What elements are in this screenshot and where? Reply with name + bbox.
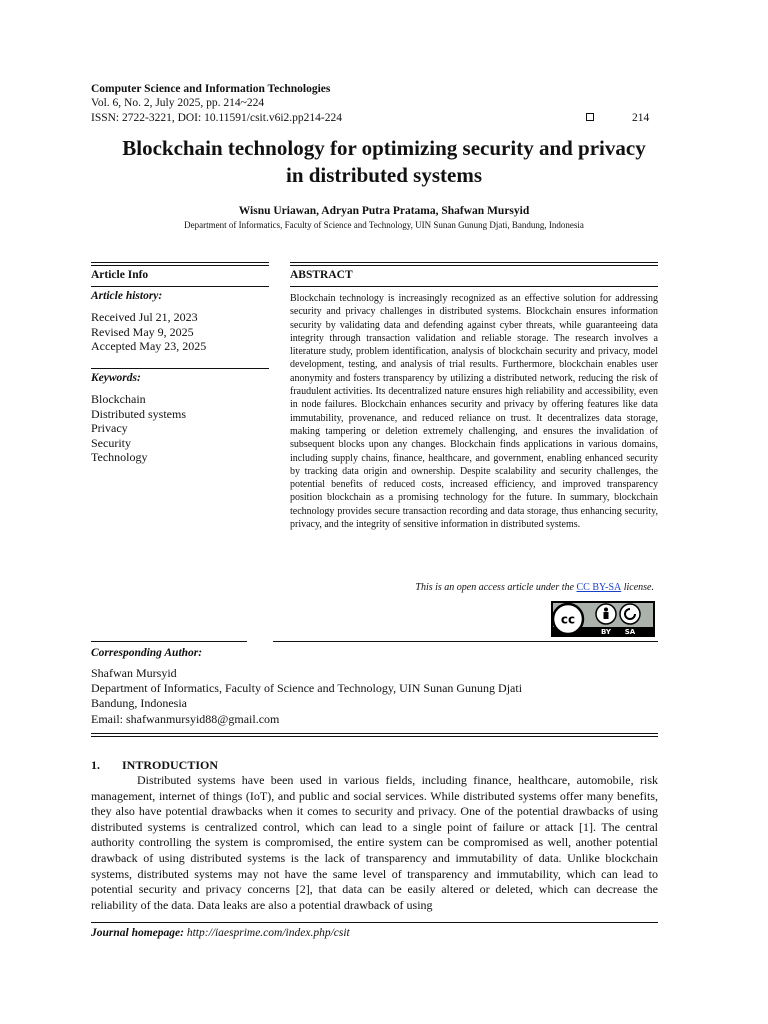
intro-number: 1. <box>91 758 100 772</box>
rule-bottom-info <box>91 733 658 737</box>
volume-line: Vol. 6, No. 2, July 2025, pp. 214~224 <box>91 97 265 109</box>
license-line <box>290 582 654 593</box>
keyword-item: Blockchain <box>91 392 146 406</box>
abstract-heading: ABSTRACT <box>290 269 353 281</box>
cc-by-sa-badge[interactable] <box>551 601 655 637</box>
sa-label: SA <box>624 628 636 636</box>
keywords-heading: Keywords: <box>91 372 141 384</box>
history-list <box>91 310 206 354</box>
intro-heading <box>91 758 218 773</box>
rule-left-top <box>91 262 269 266</box>
license-prefix: This is an open access article under the <box>415 582 574 593</box>
rule-info <box>91 286 269 287</box>
square-icon <box>586 113 594 121</box>
history-accepted: Accepted May 23, 2025 <box>91 339 207 354</box>
keyword-item: Technology <box>91 450 148 465</box>
abstract-text <box>290 292 658 531</box>
corresponding-city: Bandung, Indonesia <box>91 696 187 711</box>
corresponding-heading: Corresponding Author: <box>91 647 203 659</box>
title-line-2: in distributed systems <box>285 163 483 187</box>
rule-footer <box>91 922 658 923</box>
cc-badge-graphic <box>551 601 655 637</box>
license-link[interactable]: CC BY-SA <box>576 582 622 593</box>
by-label: BY <box>600 628 612 636</box>
sa-icon <box>620 604 640 624</box>
corresponding-name: Shafwan Mursyid <box>91 666 177 680</box>
keywords-list <box>91 392 186 465</box>
corresponding-dept: Department of Informatics, Faculty of Science and Technology, UIN Sunan Gunung Djati <box>91 681 523 696</box>
history-revised: Revised May 9, 2025 <box>91 324 194 339</box>
license-suffix: license. <box>623 582 654 593</box>
title-line-1: Blockchain technology for optimizing security and privacy <box>122 136 646 160</box>
journal-name: Computer Science and Information Technologies <box>91 83 331 95</box>
paper-title <box>60 135 708 189</box>
issn-line: ISSN: 2722-3221, DOI: 10.11591/csit.v6i2.pp214-224 <box>91 112 342 124</box>
homepage-label: Journal homepage: <box>91 927 184 939</box>
corresponding-email: Email: shafwanmursyid88@gmail.com <box>91 711 280 726</box>
intro-body <box>91 773 658 913</box>
rule-abstract <box>290 286 658 287</box>
keyword-item: Privacy <box>91 421 128 436</box>
history-received: Received Jul 21, 2023 <box>91 310 198 324</box>
affiliation: Department of Informatics, Faculty of Science and Technology, UIN Sunan Gunung Djati, Bandung, Indonesia <box>184 220 584 230</box>
keyword-item: Security <box>91 435 131 450</box>
article-info-heading: Article Info <box>91 269 149 281</box>
cc-icon-text: cc <box>560 612 576 627</box>
keyword-item: Distributed systems <box>91 406 186 421</box>
rule-corr-left <box>91 641 247 642</box>
authors: Wisnu Uriawan, Adryan Putra Pratama, Shafwan Mursyid <box>238 205 530 217</box>
abstract-paragraph: Blockchain technology is increasingly recognized as an effective solution for addressing security and privacy challenges in distributed systems. Blockchain ensures information security by validating data and defending against cyber threats, while guaranteeing data integrity through transaction validation and reliable storage. The research involves a literature study, problem identification, analysis of blockchain security and privacy, model development, testing, and analysis of trial results. Furthermore, blockchain enables user anonymity and fosters transparency by utilizing a distributed network, reducing the risk of fraudulent activities. Its decentralized nature ensures high reliability and accessibility, even in node failures. Blockchain enhances security and privacy by offering features like data immutability, provenance, and reduced reliance on trust. It decentralizes data storage, making tampering or deletion extremely challenging, and ensures the invalidation of subsequent blocks upon any changes. Blockchain finds applications in various domains, including supply chains, finance, healthcare, and government, enabling enhanced security by tracking data origin and ownership. Despite scalability and security challenges, the potential benefits of reduced costs, increased efficiency, and improved transparency position blockchain as a promising technology for the future. In summary, blockchain technology provides secure transaction recording and data storage, thus enhancing security, privacy, and the integrity of sensitive information in distributed systems. <box>290 293 658 531</box>
rule-corr-right <box>273 641 658 642</box>
corresponding-block <box>91 666 522 727</box>
page-number: 214 <box>632 112 650 124</box>
rule-keywords <box>91 368 269 369</box>
intro-paragraph: Distributed systems have been used in various fields, including finance, healthcare, automobile, risk management, internet of things (IoT), and public and social services. While distributed systems offer many benefits, they also have potential drawbacks when it comes to security and privacy. One of the potential drawbacks of using distributed systems is centralized control, which can lead to a single point of failure or attack [1]. The central authority controlling the system is compromised, the entire system can be compromised as well, another potential drawback of using distributed systems is the lack of transparency and immutability of data. Unlike blockchain systems, distributed systems may not have the same level of transparency and immutability, which can lead to potential security and privacy concerns [2], that data can be easily altered or deleted, which can decrease the reliability of the data. Data leaks are also a potential drawback of using <box>91 773 658 912</box>
rule-right-top <box>290 262 658 266</box>
homepage-url[interactable]: http://iaesprime.com/index.php/csit <box>186 927 350 939</box>
history-heading: Article history: <box>91 290 163 302</box>
intro-title: INTRODUCTION <box>122 758 219 772</box>
journal-homepage <box>91 927 350 939</box>
